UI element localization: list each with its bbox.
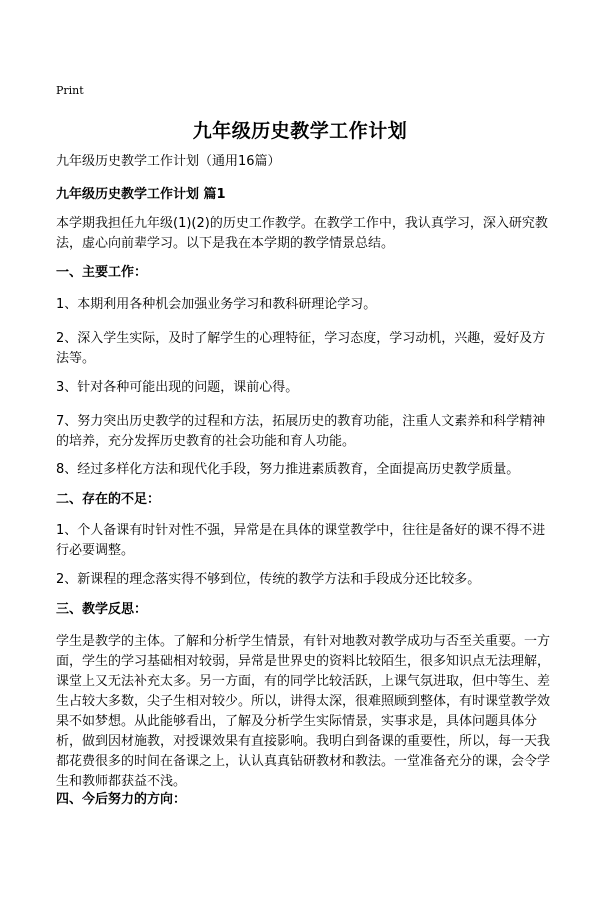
main-work-item: 1、本期利用各种机会加强业务学习和教科研理论学习。	[56, 297, 377, 312]
article-heading: 九年级历史教学工作计划 篇1	[56, 187, 226, 202]
main-work-item: 7、努力突出历史教学的过程和方法，拓展历史的教育功能，注重人文素养和科学精神的培养，充分发挥历史教育的社会功能和育人功能。	[56, 414, 546, 449]
main-work-item: 8、经过多样化方法和现代化手段，努力推进素质教育，全面提高历史教学质量。	[56, 462, 520, 477]
shortcoming-item: 1、个人备课有时针对性不强，异常是在具体的课堂教学中，往往是备好的课不得不进行必要调整。	[56, 523, 546, 558]
section-heading-reflection: 三、教学反思：	[56, 602, 148, 617]
section-heading-main-work: 一、主要工作：	[56, 265, 148, 280]
intro-paragraph: 本学期我担任九年级(1)(2)的历史工作教学。在教学工作中，我认真学习，深入研究教法，虚心向前辈学习。以下是我在本学期的教学情景总结。	[56, 216, 548, 251]
main-work-item: 3、针对各种可能出现的问题，课前心得。	[56, 380, 299, 395]
section-heading-shortcomings: 二、存在的不足：	[56, 492, 161, 507]
section-heading-future-direction: 四、今后努力的方向：	[56, 792, 187, 807]
main-work-item: 2、深入学生实际，及时了解学生的心理特征，学习态度，学习动机，兴趣，爱好及方法等。	[56, 331, 546, 366]
shortcoming-item: 2、新课程的理念落实得不够到位，传统的教学方法和手段成分还比较多。	[56, 572, 481, 587]
reflection-paragraph: 学生是教学的主体。了解和分析学生情景，有针对地教对教学成功与否至关重要。一方面，学生的学习基础相对较弱，异常是世界史的资料比较陌生，很多知识点无法理解，课堂上又无法补充太多。另一方面，有的同学比较活跃，上课气氛进取，但中等生、差生占较大多数，尖子生相对较少。所以，讲得太深，很难照顾到整体，有时课堂教学效果不如梦想。从此能够看出，了解及分析学生实际情景，实事求是，具体问题具体分析，做到因材施教，对授课效果有直接影响。我明白到备课的重要性，所以，每一天我都花费很多的时间在备课之上，认认真真钻研教材和教法。一堂准备充分的课，会令学生和教师都获益不浅。	[56, 634, 551, 789]
document-subtitle: 九年级历史教学工作计划（通用16篇）	[56, 154, 281, 169]
print-link[interactable]: Print	[56, 84, 84, 97]
document-title: 九年级历史教学工作计划	[192, 120, 408, 142]
